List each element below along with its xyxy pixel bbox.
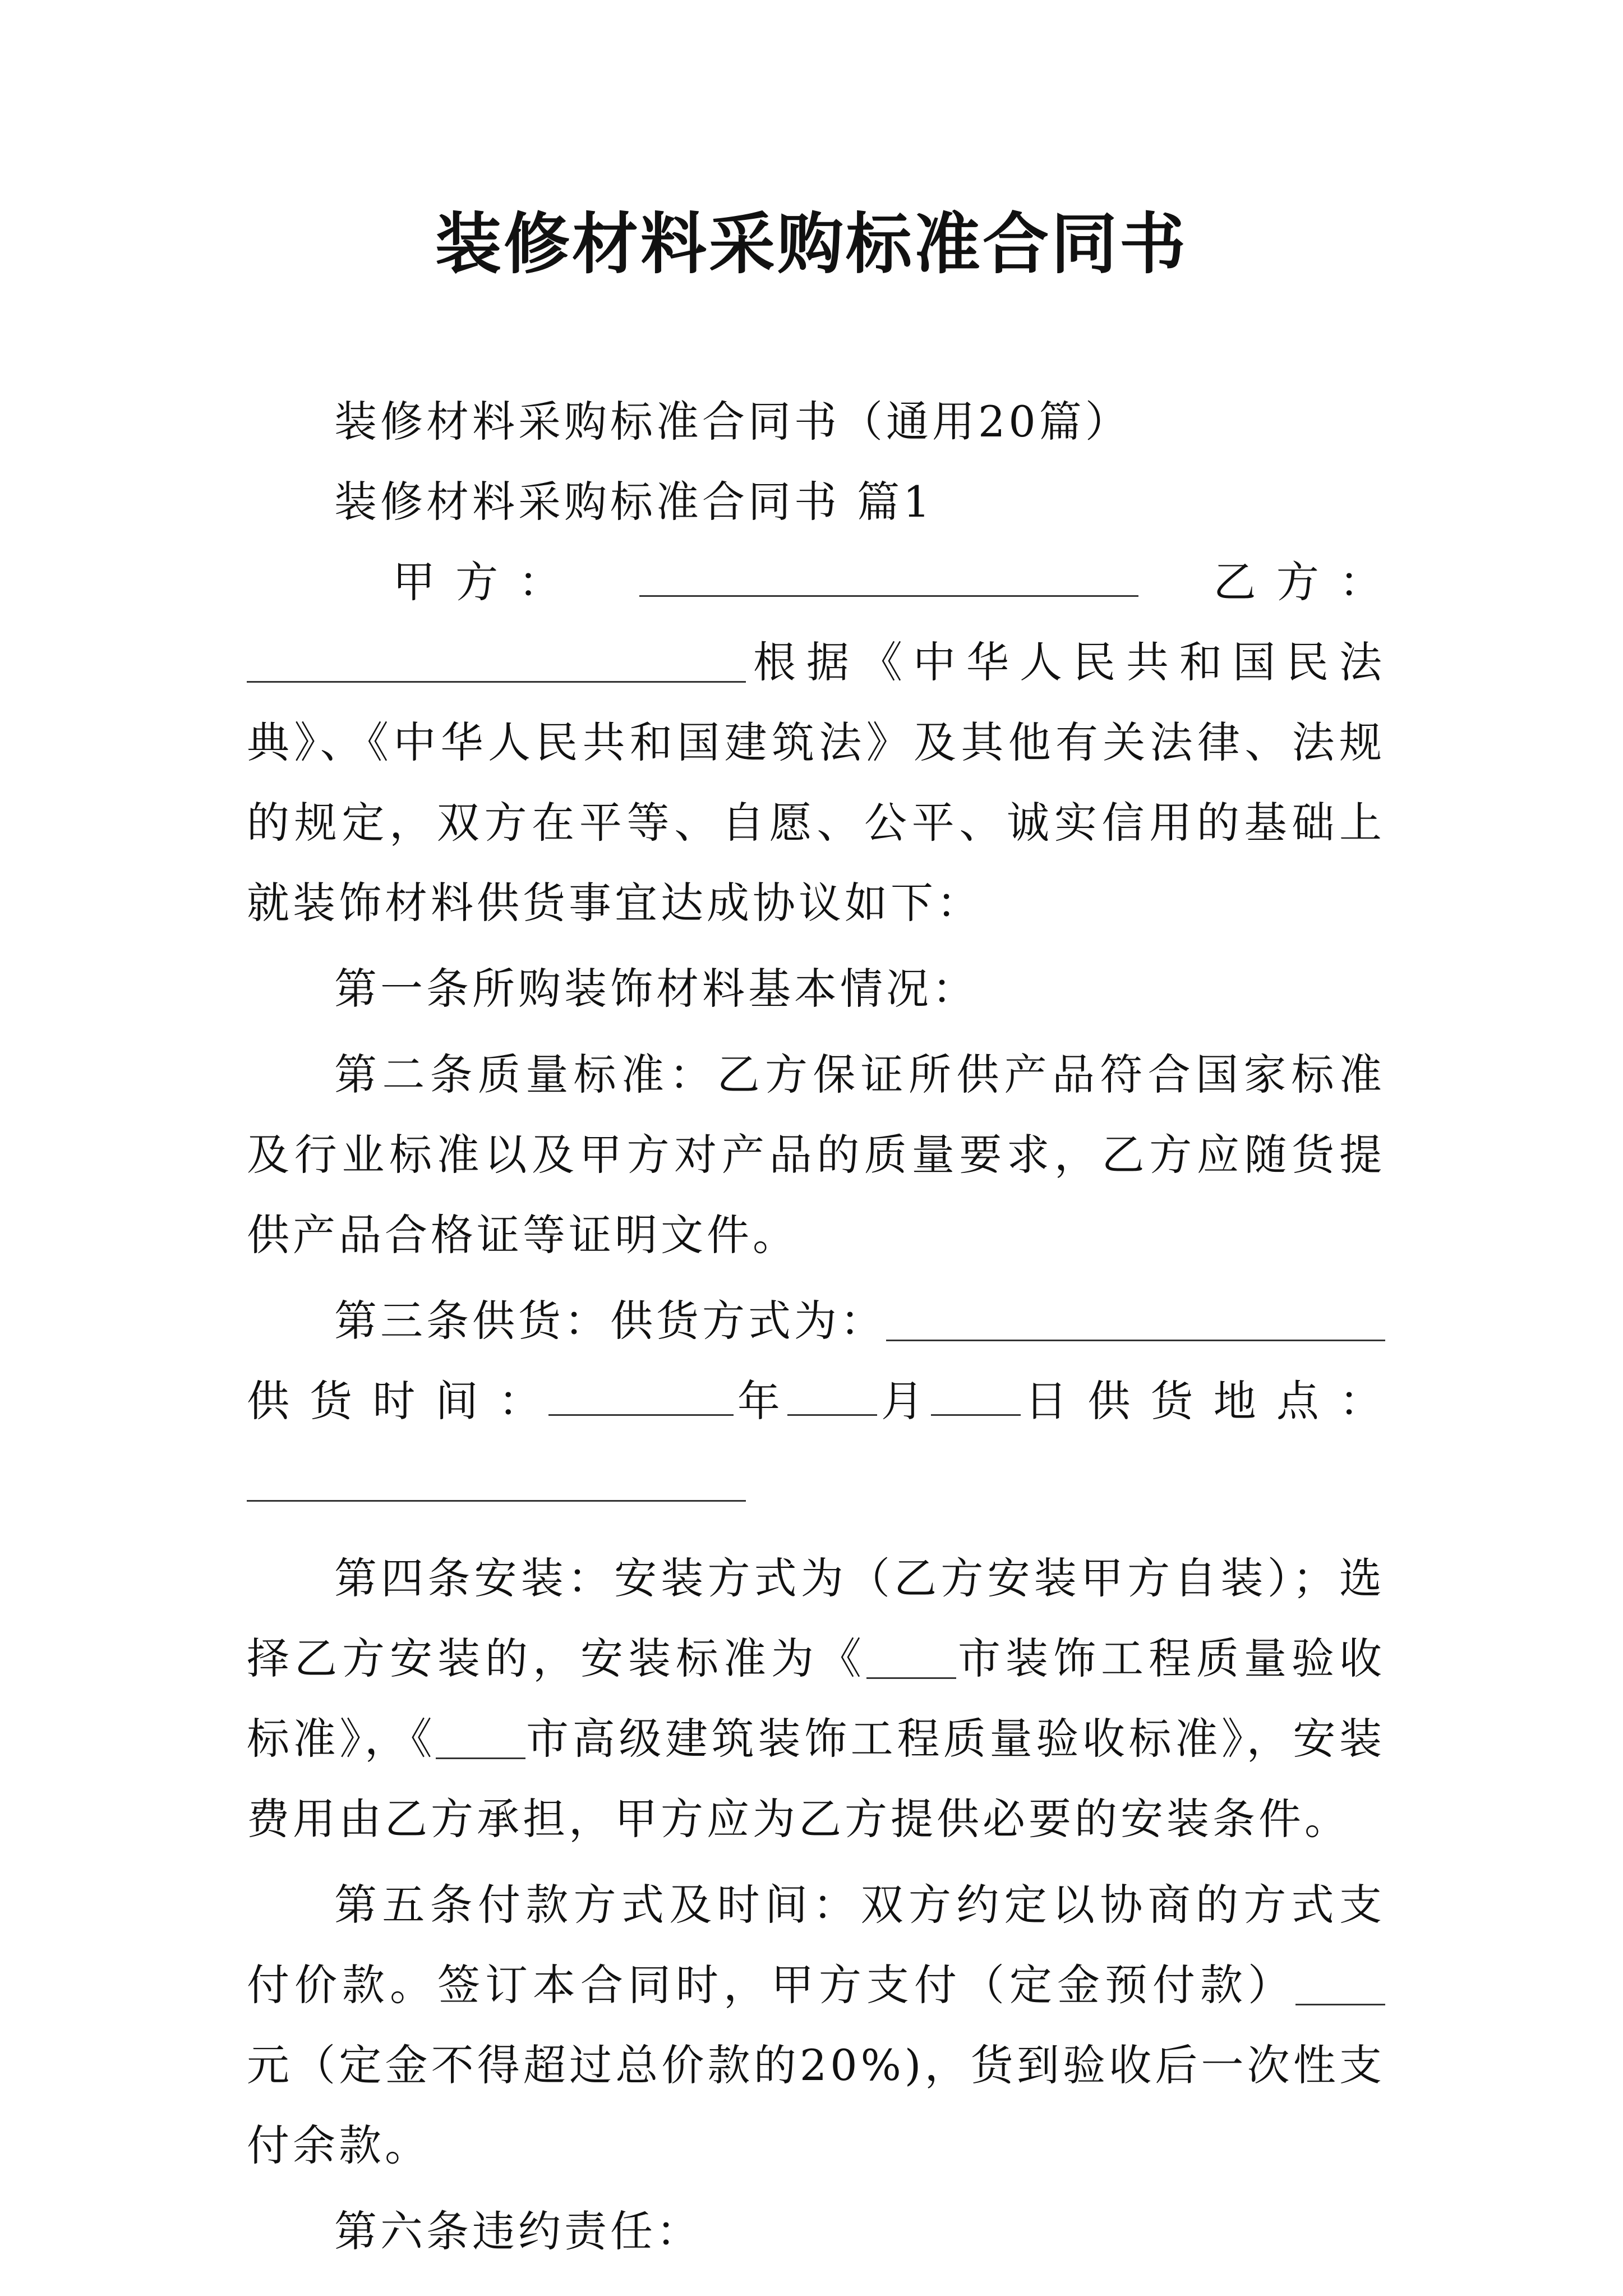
article-4 [247,1538,1385,1859]
supply-time-label: 供 货 时 间 ： [247,1376,545,1426]
article-5-part-a: 第五条付款方式及时间：双方约定以协商的方式支付价款。签订本合同时，甲方支付（定金预付款） [247,1880,1385,2010]
deposit-blank [1295,1964,1385,2005]
year-blank [548,1375,734,1416]
article-5 [247,1865,1385,2185]
document-body [247,381,1385,2271]
party-a-blank [639,556,1138,597]
intro-text: 根据《中华人民共和国民法典》、《中华人民共和国建筑法》及其他有关法律、法规的规定，双方在平等、自愿、公平、诚实信用的基础上就装饰材料供货事宜达成协议如下： [247,637,1385,928]
article-4-part-b: 市装饰工程质量验收标准》，《 [247,1634,1385,1764]
supply-time-line [247,1361,1385,1441]
city-blank-1 [866,1638,956,1679]
city-blank-2 [436,1718,525,1759]
party-b-blank [247,642,746,683]
article-3-lead: 第三条供货：供货方式为： [334,1296,886,1346]
document-title: 装修材料采购标准合同书 [435,205,1188,283]
party-b-label: 乙 方 ： [1213,557,1385,607]
month-blank [787,1375,877,1416]
day-blank [931,1375,1021,1416]
supply-location-line [247,1441,1385,1521]
party-a-label: 甲 方 ： [393,557,565,607]
supply-location-blank [247,1461,746,1502]
article-6: 第六条违约责任： [334,2206,702,2256]
article-4-part-a: 第四条安装：安装方式为（乙方安装甲方自装）；选择乙方安装的，安装标准为《 [247,1553,1385,1683]
article-5-part-b: 元（定金不得超过总价款的20%)，货到验收后一次性支付余款。 [247,2040,1385,2170]
article-4-part-c: 市高级建筑装饰工程质量验收标准》，安装费用由乙方承担，甲方应为乙方提供必要的安装条件。 [247,1714,1386,1844]
article-3 [247,1281,1385,1361]
month-label: 月 [881,1376,928,1426]
article-2: 第二条质量标准：乙方保证所供产品符合国家标准及行业标准以及甲方对产品的质量要求，乙方应随货提供产品合格证等证明文件。 [247,1050,1385,1260]
article-1: 第一条所购装饰材料基本情况： [334,964,978,1014]
intro-paragraph [247,622,1385,943]
supply-method-blank [886,1300,1385,1341]
day-location-label: 日 供 货 地 点 ： [1025,1376,1385,1426]
year-label: 年 [737,1376,783,1426]
subtitle: 装修材料采购标准合同书（通用20篇） [334,397,1131,447]
section-heading: 装修材料采购标准合同书 篇1 [334,477,934,527]
parties-line [247,542,1385,622]
